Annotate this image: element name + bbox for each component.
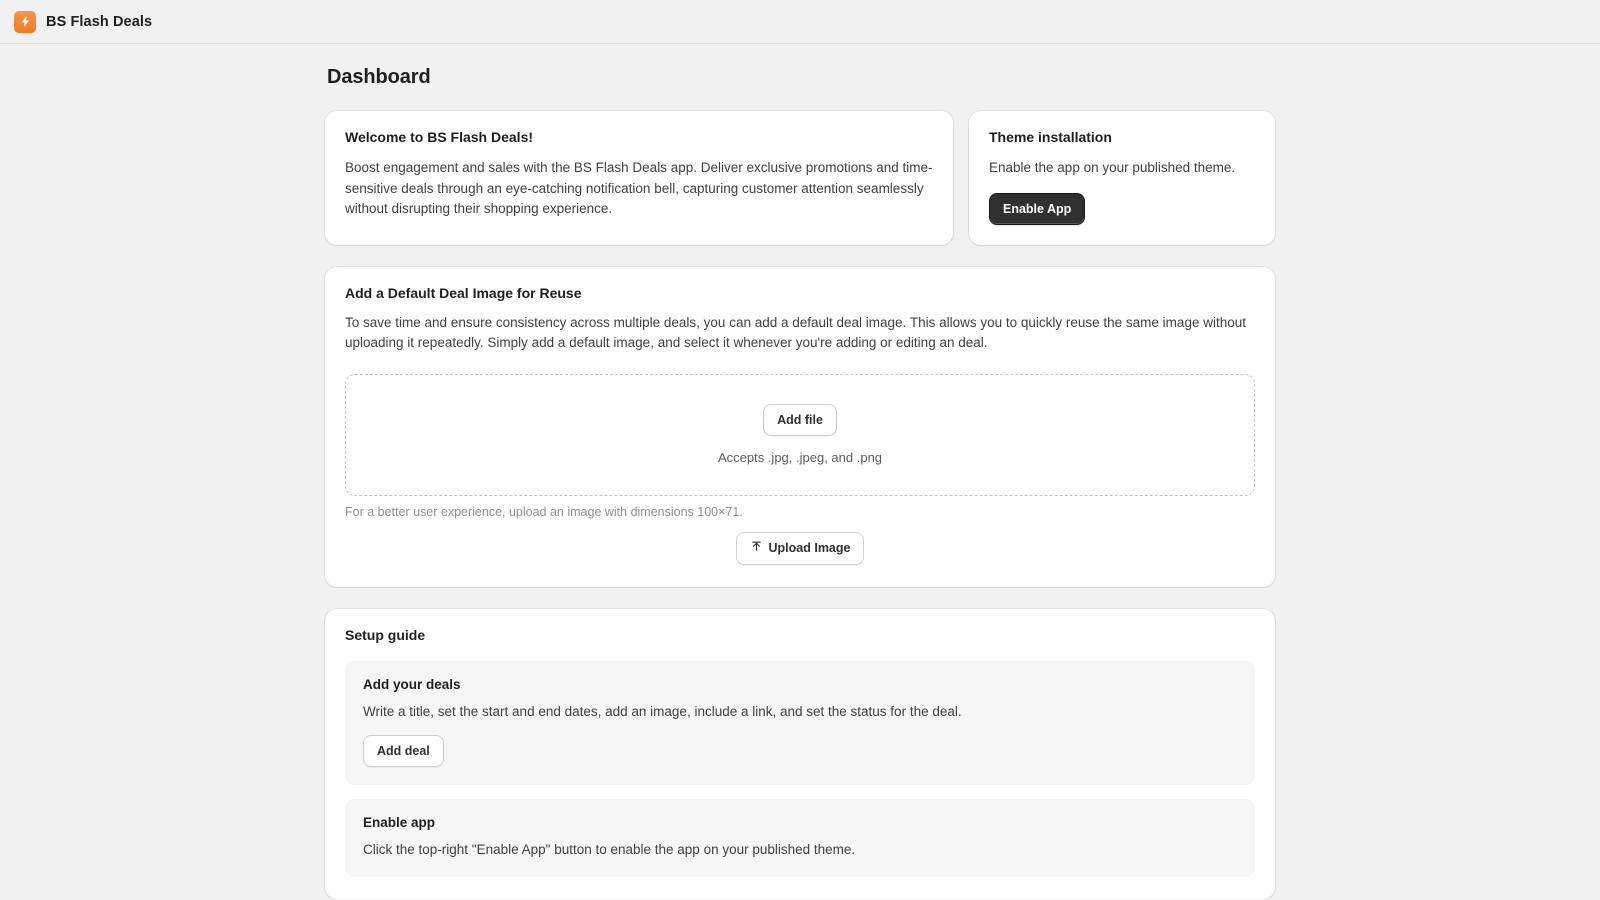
default-image-body: To save time and ensure consistency across multiple deals, you can add a default deal image. This allows you to quickly reuse the same image without uploading it repeatedly. Simply add a default image, and select it whenever you're adding or editing an deal. [345,314,1246,350]
setup-step-description: Click the top-right "Enable App" button to enable the app on your published theme. [363,841,856,857]
setup-step-actions [363,735,1237,767]
enable-app-button[interactable]: Enable App [989,193,1085,225]
welcome-card [325,111,953,245]
setup-guide-card [325,609,1275,899]
page-title: Dashboard [327,66,431,88]
add-file-button[interactable]: Add file [763,404,837,436]
setup-guide-heading: Setup guide [345,626,426,643]
page-scroll-region [0,44,1600,899]
flash-deal-app-icon [14,11,36,33]
theme-card-heading: Theme installation [989,129,1112,145]
upload-image-button-label: Upload Image [768,541,851,555]
dimension-note: For a better user experience, upload an image with dimensions 100×71. [345,504,743,519]
app-title: BS Flash Deals [46,13,153,30]
upload-arrow-icon [750,540,763,557]
upload-image-button[interactable] [736,532,865,565]
theme-card-body: Enable the app on your published theme. [989,160,1236,175]
dropzone-hint: Accepts .jpg, .jpeg, and .png [717,450,883,465]
setup-step-title: Add your deals [363,676,461,692]
default-deal-image-card [325,267,1275,587]
default-image-heading: Add a Default Deal Image for Reuse [345,284,582,301]
setup-step-enable-app [345,799,1255,877]
add-deal-button[interactable]: Add deal [363,735,444,767]
welcome-card-body: Boost engagement and sales with the BS Flash Deals app. Deliver exclusive promotions and time-sensitive deals through an eye-catching notification bell, capturing customer attention seamlessly without disrupting their shopping experience. [345,160,933,216]
top-card-row [325,111,1275,245]
setup-step-description: Write a title, set the start and end dates, add an image, include a link, and set the status for the deal. [363,703,962,719]
setup-step-title: Enable app [363,814,436,830]
image-dropzone[interactable] [345,374,1255,496]
welcome-card-heading: Welcome to BS Flash Deals! [345,129,534,145]
app-top-bar [0,0,1600,44]
setup-step-add-deals [345,661,1255,785]
theme-installation-card [969,111,1275,245]
page-content [325,66,1275,899]
upload-actions [345,532,1255,565]
theme-card-actions [989,193,1255,225]
